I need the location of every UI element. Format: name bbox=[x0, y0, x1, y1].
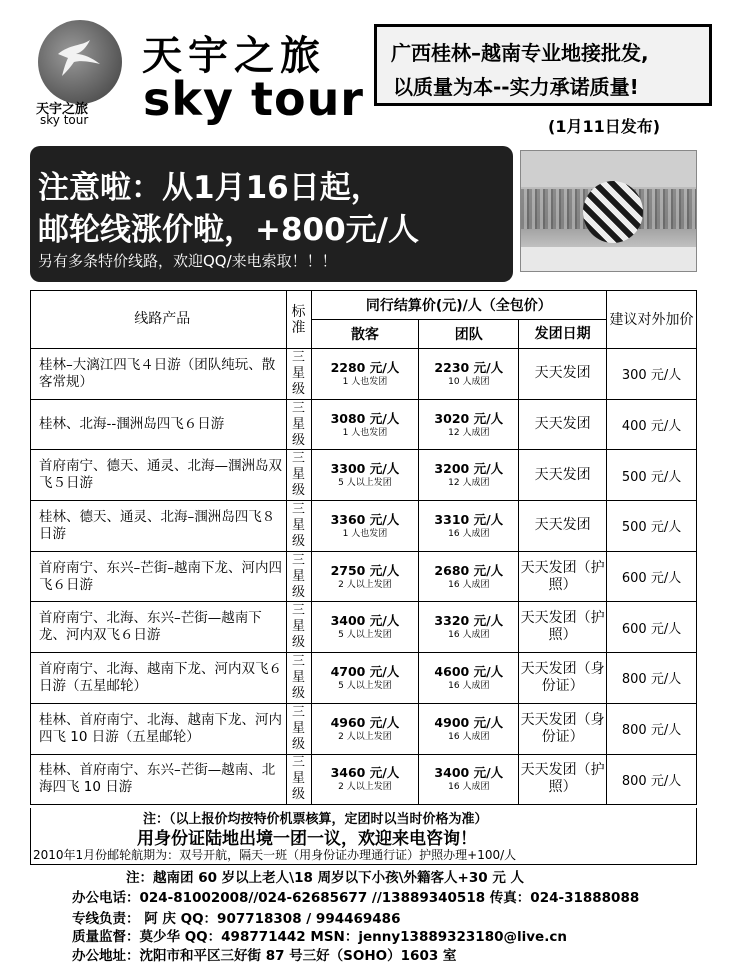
logo-cn-text: 天宇之旅 bbox=[36, 102, 89, 117]
table-row bbox=[31, 501, 697, 552]
notice-line-1: 注意啦：从1月16日起， bbox=[38, 170, 382, 206]
departure-date: 天天发团 bbox=[519, 399, 607, 450]
hotel-standard: 三星级 bbox=[286, 653, 311, 704]
route-name: 首府南宁、德天、通灵、北海—涠洲岛双飞５日游 bbox=[31, 450, 287, 501]
brand-name-en: sky tour bbox=[143, 72, 364, 126]
retail-price: 4700 元/人 bbox=[330, 663, 400, 679]
table-row bbox=[31, 450, 697, 501]
header-suggest: 建议对外加价 bbox=[607, 291, 697, 349]
hotel-standard: 三星级 bbox=[286, 349, 311, 400]
beach-photo bbox=[520, 150, 697, 272]
retail-price: 3300 元/人 bbox=[330, 461, 400, 477]
departure-date: 天天发团 bbox=[519, 450, 607, 501]
departure-date: 天天发团 bbox=[519, 349, 607, 400]
route-name: 桂林–大漓江四飞４日游（团队纯玩、散客常规） bbox=[31, 349, 287, 400]
slogan-box bbox=[374, 24, 712, 106]
team-price: 4900 元/人 bbox=[434, 714, 504, 730]
suggested-markup: 500 元/人 bbox=[607, 501, 697, 552]
retail-price: 3400 元/人 bbox=[330, 613, 400, 629]
retail-note: 1 人也发团 bbox=[342, 376, 388, 387]
departure-date: 天天发团（护照） bbox=[519, 551, 607, 602]
retail-note: 1 人也发团 bbox=[342, 528, 388, 539]
team-price: 3400 元/人 bbox=[434, 765, 504, 781]
header bbox=[0, 0, 732, 140]
retail-price: 3360 元/人 bbox=[330, 511, 400, 527]
notice-line-3: 另有多条特价线路，欢迎QQ/来电索取！！！ bbox=[38, 252, 337, 270]
table-row bbox=[31, 551, 697, 602]
hotel-standard: 三星级 bbox=[286, 551, 311, 602]
retail-note: 1 人也发团 bbox=[342, 427, 388, 438]
route-name: 桂林、首府南宁、东兴–芒街—越南、北海四飞 10 日游 bbox=[31, 754, 287, 805]
note-line-3: 2010年1月份邮轮航期为：双号开航，隔天一班（用身份证办理通行证）护照办理+100/人 bbox=[33, 848, 517, 862]
office-phone: 办公电话：024-81002008//024-62685677 //13889340518 传真：024-31888088 bbox=[72, 890, 640, 906]
table-row bbox=[31, 349, 697, 400]
team-price: 2680 元/人 bbox=[434, 562, 504, 578]
retail-note: 5 人以上发团 bbox=[338, 680, 392, 691]
departure-date: 天天发团 bbox=[519, 501, 607, 552]
header-group-price: 同行结算价(元)/人（全包价） bbox=[311, 291, 607, 320]
note-line-2: 用身份证陆地出境一团一议，欢迎来电咨询！ bbox=[137, 829, 477, 849]
notes-box bbox=[30, 808, 697, 865]
team-note: 16 人成团 bbox=[448, 579, 490, 590]
brand-name-cn: 天宇之旅 bbox=[142, 32, 326, 79]
retail-price: 3080 元/人 bbox=[330, 410, 400, 426]
departure-date: 天天发团（身份证） bbox=[519, 653, 607, 704]
sculpture-ball bbox=[583, 181, 643, 243]
publish-date: (1月11日发布) bbox=[548, 117, 661, 136]
suggested-markup: 800 元/人 bbox=[607, 754, 697, 805]
age-surcharge-note: 注：越南团 60 岁以上老人\18 周岁以下小孩\外籍客人+30 元 人 bbox=[126, 870, 525, 886]
team-price: 4600 元/人 bbox=[434, 663, 504, 679]
suggested-markup: 600 元/人 bbox=[607, 602, 697, 653]
header-departure: 发团日期 bbox=[519, 320, 607, 349]
suggested-markup: 800 元/人 bbox=[607, 653, 697, 704]
retail-note: 2 人以上发团 bbox=[338, 579, 392, 590]
team-note: 16 人成团 bbox=[448, 630, 490, 641]
suggested-markup: 400 元/人 bbox=[607, 399, 697, 450]
logo-en-text: sky tour bbox=[40, 113, 89, 127]
retail-price: 2280 元/人 bbox=[330, 359, 400, 375]
hotel-standard: 三星级 bbox=[286, 602, 311, 653]
team-note: 10 人成团 bbox=[448, 376, 490, 387]
retail-note: 5 人以上发团 bbox=[338, 630, 392, 641]
team-price: 3200 元/人 bbox=[434, 461, 504, 477]
departure-date: 天天发团（身份证） bbox=[519, 703, 607, 754]
team-note: 12 人成团 bbox=[448, 478, 490, 489]
retail-price: 2750 元/人 bbox=[330, 562, 400, 578]
note-line-1: 注：（以上报价均按特价机票核算，定团时以当时价格为准） bbox=[143, 812, 488, 827]
route-name: 首府南宁、北海、东兴–芒街—越南下龙、河内双飞６日游 bbox=[31, 602, 287, 653]
suggested-markup: 300 元/人 bbox=[607, 349, 697, 400]
table-row bbox=[31, 754, 697, 805]
team-note: 16 人成团 bbox=[448, 782, 490, 793]
sky-tour-logo bbox=[38, 20, 122, 104]
header-route: 线路产品 bbox=[31, 291, 287, 349]
hotel-standard: 三星级 bbox=[286, 703, 311, 754]
retail-price: 4960 元/人 bbox=[330, 714, 400, 730]
header-standard: 标准 bbox=[286, 291, 311, 349]
slogan-line-2: 以质量为本--实力承诺质量! bbox=[393, 75, 639, 99]
line-manager: 专线负责： 阿 庆 QQ：907718308 / 994469486 bbox=[72, 911, 401, 927]
retail-note: 5 人以上发团 bbox=[338, 478, 392, 489]
team-note: 16 人成团 bbox=[448, 528, 490, 539]
team-price: 2230 元/人 bbox=[434, 359, 504, 375]
price-notice-banner bbox=[30, 146, 513, 282]
departure-date: 天天发团（护照） bbox=[519, 754, 607, 805]
hotel-standard: 三星级 bbox=[286, 501, 311, 552]
departure-date: 天天发团（护照） bbox=[519, 602, 607, 653]
suggested-markup: 500 元/人 bbox=[607, 450, 697, 501]
route-name: 桂林、德天、通灵、北海–涠洲岛四飞８日游 bbox=[31, 501, 287, 552]
route-name: 桂林、首府南宁、北海、越南下龙、河内四飞 10 日游（五星邮轮） bbox=[31, 703, 287, 754]
table-row bbox=[31, 653, 697, 704]
quality-supervisor: 质量监督：莫少华 QQ：498771442 MSN：jenny13889323180@live.cn bbox=[72, 929, 567, 945]
team-price: 3320 元/人 bbox=[434, 613, 504, 629]
hotel-standard: 三星级 bbox=[286, 754, 311, 805]
notice-line-2: 邮轮线涨价啦，+800元/人 bbox=[38, 212, 420, 248]
slogan-line-1: 广西桂林–越南专业地接批发, bbox=[391, 41, 649, 65]
header-retail: 散客 bbox=[311, 320, 419, 349]
team-note: 16 人成团 bbox=[448, 731, 490, 742]
price-table bbox=[30, 290, 697, 805]
retail-price: 3460 元/人 bbox=[330, 765, 400, 781]
route-name: 首府南宁、北海、越南下龙、河内双飞６日游（五星邮轮） bbox=[31, 653, 287, 704]
team-note: 12 人成团 bbox=[448, 427, 490, 438]
suggested-markup: 600 元/人 bbox=[607, 551, 697, 602]
suggested-markup: 800 元/人 bbox=[607, 703, 697, 754]
team-price: 3020 元/人 bbox=[434, 410, 504, 426]
retail-note: 2 人以上发团 bbox=[338, 782, 392, 793]
retail-note: 2 人以上发团 bbox=[338, 731, 392, 742]
team-price: 3310 元/人 bbox=[434, 511, 504, 527]
route-name: 桂林、北海--涠洲岛四飞６日游 bbox=[31, 399, 287, 450]
table-row bbox=[31, 602, 697, 653]
table-row bbox=[31, 703, 697, 754]
bird-icon bbox=[56, 38, 102, 78]
route-name: 首府南宁、东兴–芒街–越南下龙、河内四飞６日游 bbox=[31, 551, 287, 602]
hotel-standard: 三星级 bbox=[286, 399, 311, 450]
header-team: 团队 bbox=[419, 320, 519, 349]
hotel-standard: 三星级 bbox=[286, 450, 311, 501]
team-note: 16 人成团 bbox=[448, 680, 490, 691]
table-row bbox=[31, 399, 697, 450]
office-address: 办公地址：沈阳市和平区三好街 87 号三好（SOHO）1603 室 bbox=[72, 948, 457, 964]
